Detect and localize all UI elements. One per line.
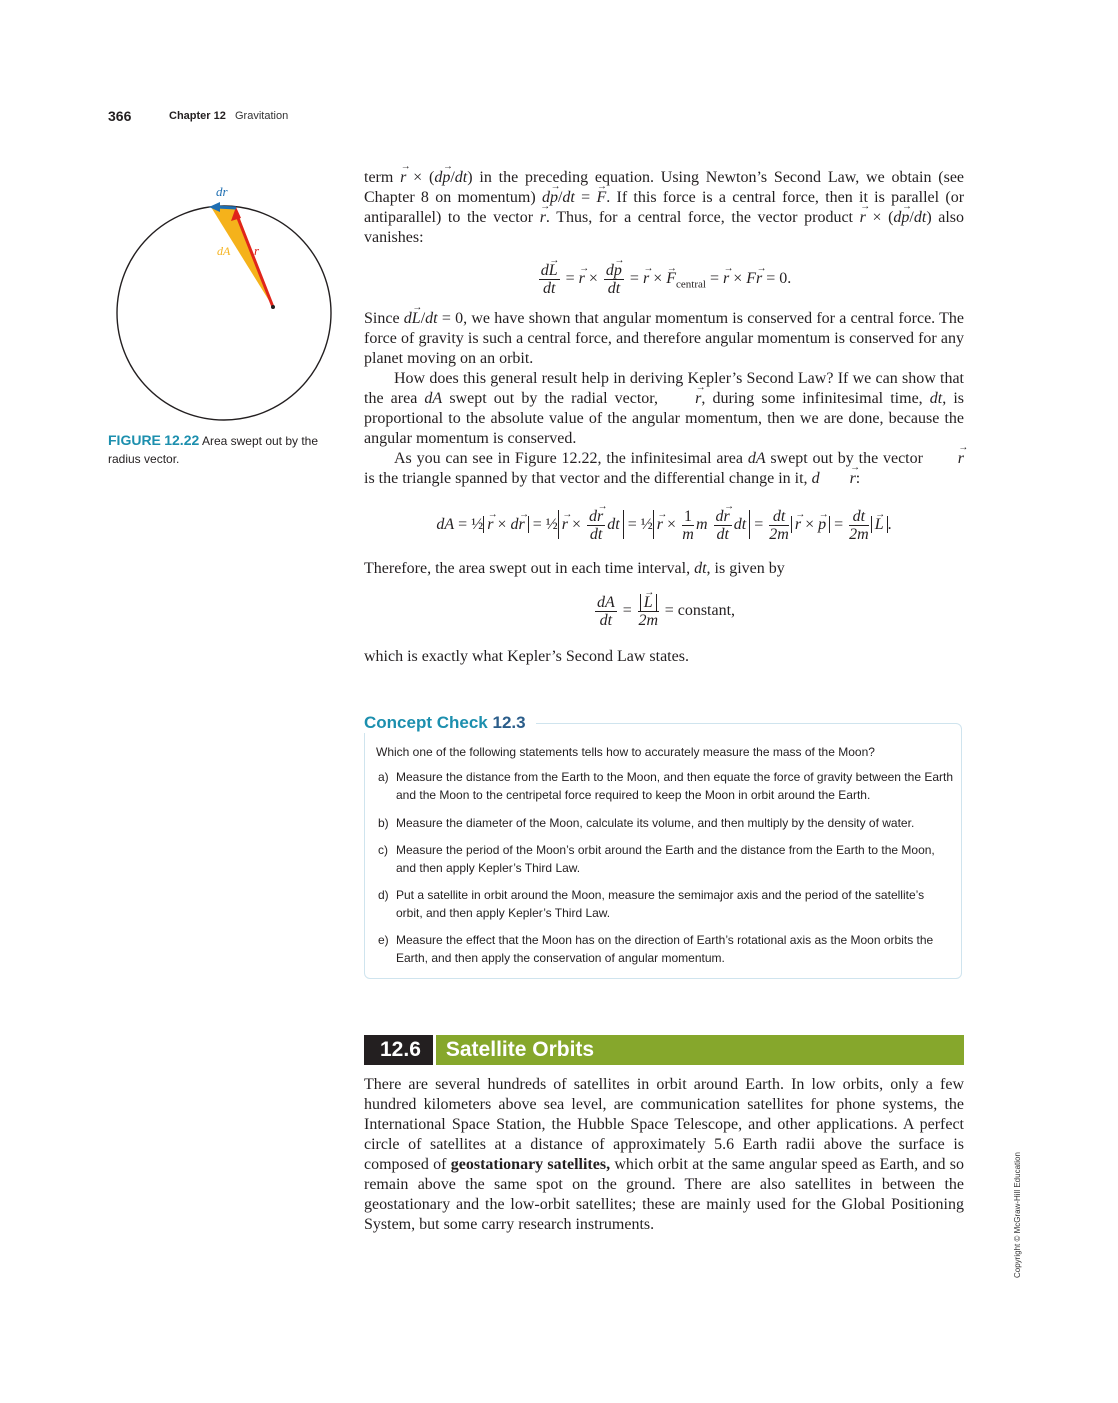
equation-dA: dA = ½→ r × d→ r = ½→ r × $\frac{d\to r}{dt}$ dt = ½→ r × $\frac{1}{m}$ m $\frac{d\to r}{dt}$ dt = $\frac{dt}{2m}$ → r × → p = $\frac{dt}{2m}$ → L . xyxy=(364,508,964,543)
math-m: m xyxy=(682,526,694,543)
concept-check-option-d[interactable] xyxy=(378,887,953,922)
planet-center-dot xyxy=(271,305,275,309)
math-r: → r xyxy=(928,449,964,469)
math-r: → r xyxy=(723,270,729,288)
option-letter: e) xyxy=(378,933,389,947)
section-title: Satellite Orbits xyxy=(433,1035,594,1065)
option-text: Put a satellite in orbit around the Moon, measure the semimajor axis and the period of the satellite’s orbit, and then apply Kepler’s Third Law. xyxy=(396,888,925,920)
equation-dA-dt: $\frac{dA}{dt}$ = → $\frac{L}{2m}$ = constant, xyxy=(364,594,964,629)
p3-text-a: How does this general result help in deriving Kepler’s Second Law? If we can show that the area xyxy=(364,370,964,407)
math-dt: dt xyxy=(599,612,613,629)
chapter-label: Chapter 12 xyxy=(169,110,226,122)
p1-text-a: term xyxy=(364,169,394,186)
eq3-constant: = constant, xyxy=(664,602,736,620)
p3-text-b: swept out by the radial vector, xyxy=(449,390,658,407)
math-dA: dA xyxy=(436,516,455,534)
section-text-bold: geostationary satellites, xyxy=(450,1156,611,1173)
math-dt: dt xyxy=(607,516,620,534)
math-r: → r xyxy=(756,270,762,288)
math-dt: dt xyxy=(849,508,869,526)
paragraph-5 xyxy=(364,559,964,579)
copyright-notice: Copyright © McGraw-Hill Education xyxy=(1013,1152,1022,1278)
math-p: → p xyxy=(550,188,558,208)
paragraph-6 xyxy=(364,647,964,667)
math-dt: dt xyxy=(694,560,707,577)
paragraph-1: term → r × (d→ p/dt) in the preceding equation. Using Newton’s Second Law, we obtain (see Chapter 8 on momentum) d→ p/dt = → F. If this force is a central force, then it is parallel (or antiparallel) to the vector → r. Thus, for a central force, the vector product → r × (d→ p/dt) also vanishes: xyxy=(364,168,964,248)
math-L: → L xyxy=(549,262,558,279)
math-r: → r xyxy=(487,516,493,534)
section-text-a: There are several hundreds of satellites in orbit around Earth. In low orbits, only a few hundred kilometers above sea level, are communication satellites for phone systems, the International Space Station, the Hubble Space Telescope, and other applications. A perfect circle of satellites at a distance of approximately 5.6 Earth radii above the surface is composed of xyxy=(364,1076,964,1173)
p1-text-e: also vanishes: xyxy=(364,209,965,246)
math-F: → F xyxy=(596,188,606,208)
p3-text-c: , during some infinitesimal time, xyxy=(701,390,923,407)
math-dt: dt xyxy=(929,390,943,407)
p6-text: which is exactly what Kepler’s Second Law states. xyxy=(364,648,689,665)
concept-check-option-c[interactable] xyxy=(378,842,953,877)
p4-text-a: As you can see in Figure 12.22, the infinitesimal area xyxy=(394,450,743,467)
figure-caption-label: FIGURE xyxy=(108,432,161,448)
math-m: m xyxy=(695,516,708,534)
math-dt: dt xyxy=(769,508,789,526)
figure-caption xyxy=(108,431,338,468)
math-d: d xyxy=(434,169,443,186)
p5-text: Therefore, the area swept out in each time interval, xyxy=(364,560,691,577)
p2-text-b: , we have shown that angular momentum is conserved for a central force. The force of gravity is such a central force, and therefore angular momentum is conserved for any planet moving on an orbit. xyxy=(364,310,965,367)
math-F: F xyxy=(746,270,757,288)
math-half: ½ xyxy=(471,516,484,534)
math-L: → L xyxy=(875,516,884,534)
p1-text-b: in the preceding equation. Using Newton’s Second Law, we obtain (see Chapter 8 on momentum) xyxy=(364,169,965,206)
math-r: → r xyxy=(795,516,801,534)
option-text: Measure the effect that the Moon has on the direction of Earth’s rotational axis as the Moon orbits the Earth, and then apply the conservation of angular momentum. xyxy=(396,933,934,965)
p4-text-b: swept out by the vector xyxy=(770,450,923,467)
math-r: → r xyxy=(657,516,663,534)
figure-label-dr: dr xyxy=(216,184,228,199)
math-dt: dt xyxy=(562,189,575,206)
p5-text-b: , is given by xyxy=(706,560,785,577)
math-dt: dt xyxy=(542,280,556,297)
math-dt: dt xyxy=(607,280,621,297)
math-p: → p xyxy=(614,262,622,279)
option-letter: a) xyxy=(378,770,389,784)
math-r: → r xyxy=(860,208,866,228)
math-r: → r xyxy=(820,469,856,489)
radius-vector-r xyxy=(236,213,273,307)
math-p: → p xyxy=(818,516,826,534)
section-number: 12.6 xyxy=(364,1035,433,1065)
math-dt: dt xyxy=(733,516,747,534)
math-r: → r xyxy=(724,508,730,525)
option-letter: b) xyxy=(378,816,389,830)
figure-label-dA: dA xyxy=(217,244,231,258)
option-text: Measure the diameter of the Moon, calculate its volume, and then multiply by the density of water. xyxy=(396,816,915,830)
chapter-title: Gravitation xyxy=(235,110,289,122)
math-dt: dt xyxy=(589,526,603,543)
math-zero: 0 xyxy=(779,270,788,288)
math-dt: dt xyxy=(425,310,438,327)
math-L: → L xyxy=(412,309,421,329)
p3-text-d: , is proportional to the absolute value of the angular momentum, then we are done, because the angular momentum is conserved. xyxy=(364,390,965,447)
concept-check-option-a[interactable] xyxy=(378,769,953,804)
math-2m: 2m xyxy=(638,612,659,629)
equation-dL-dt: $\frac{d\to L}{dt}$ = → r × $\frac{d\to p}{dt}$ = → r × → $F_{central}$ = → r × F→ r = 0. xyxy=(364,262,964,297)
math-one: 1 xyxy=(683,508,692,525)
concept-check-option-b[interactable] xyxy=(378,815,953,833)
math-r: → r xyxy=(643,270,649,288)
figure-caption-number: 12.22 xyxy=(164,432,200,448)
figure-label-r: r xyxy=(254,243,260,258)
p1-text-d: . Thus, for a central force, the vector product xyxy=(545,209,853,226)
concept-check-label: Concept Check xyxy=(364,713,488,732)
math-p: → p xyxy=(442,168,450,188)
math-r: → r xyxy=(518,516,524,534)
math-d: d xyxy=(893,209,902,226)
figure-area-swept-diagram xyxy=(108,175,340,435)
math-r: → r xyxy=(400,168,406,188)
orbit-circle xyxy=(117,206,331,420)
math-r: → r xyxy=(562,516,568,534)
math-r: → r xyxy=(579,270,585,288)
math-r: → r xyxy=(540,208,546,228)
math-dA: dA xyxy=(596,594,615,611)
math-2m: 2m xyxy=(849,526,869,543)
p1-text-c: . If this force is a central force, then it is parallel (or antiparallel) to the vector xyxy=(364,189,965,226)
math-p: → p xyxy=(901,208,909,228)
section-paragraph xyxy=(364,1075,964,1235)
option-letter: d) xyxy=(378,888,389,902)
page-number: 366 xyxy=(108,108,132,124)
option-text: Measure the distance from the Earth to the Moon, and then equate the force of gravity between the Earth and the Moon to the centripetal force required to keep the Moon in orbit around the Earth. xyxy=(396,770,954,802)
option-text: Measure the period of the Moon’s orbit around the Earth and the distance from the Earth to the Moon, and then apply Kepler’s Third Law. xyxy=(396,843,935,875)
math-zero: 0 xyxy=(455,310,464,327)
math-half: ½ xyxy=(545,516,558,534)
math-dA: dA xyxy=(747,450,766,467)
math-r: → r xyxy=(665,389,701,409)
figure-caption-text: Area swept out by the radius vector. xyxy=(108,434,319,466)
p4-text-c: is the triangle spanned by that vector and the differential change in it, xyxy=(364,470,808,487)
concept-check-option-e[interactable] xyxy=(378,932,953,967)
concept-check-question: Which one of the following statements tells how to accurately measure the mass of the Moon? xyxy=(376,745,875,759)
math-dt: dt xyxy=(716,526,729,543)
math-dA: dA xyxy=(424,390,443,407)
section-heading xyxy=(364,1035,964,1065)
math-L: → L xyxy=(644,594,653,611)
math-F: → F xyxy=(666,270,676,288)
math-r: → r xyxy=(597,508,603,525)
concept-check-number: 12.3 xyxy=(492,713,526,732)
concept-check-title xyxy=(364,713,536,733)
p2-text-a: Since xyxy=(364,310,400,327)
option-letter: c) xyxy=(378,843,388,857)
math-dt: dt xyxy=(454,169,468,186)
section-text-b: which orbit at the same angular speed as Earth, and so remain above the same spot on the ground. There are also satellites in between the geostationary and the low-orbit satellites; these are mainly used for the Global Positioning System, but some carry research instruments. xyxy=(364,1156,964,1233)
math-half: ½ xyxy=(640,516,653,534)
math-2m: 2m xyxy=(769,526,789,543)
math-central: central xyxy=(676,278,706,291)
math-d: d xyxy=(541,189,550,206)
paragraph-2-4: Since d→ L/dt = 0, we have shown that angular momentum is conserved for a central force. The force of gravity is such a central force, and therefore angular momentum is conserved for any planet moving on an orbit. How does this general result help in deriving Kepler’s Second Law? If we can show that the area dA swept out by the radial vector, → r, during some infinitesimal time, dt, is proportional to the absolute value of the angular momentum, then we are done, because the angular momentum is conserved. As you can see in Figure 12.22, the infinitesimal area dA swept out by the vector → r is the triangle spanned by that vector and the differential change in it, d→ r: xyxy=(364,309,964,489)
math-dt: dt xyxy=(913,209,927,226)
